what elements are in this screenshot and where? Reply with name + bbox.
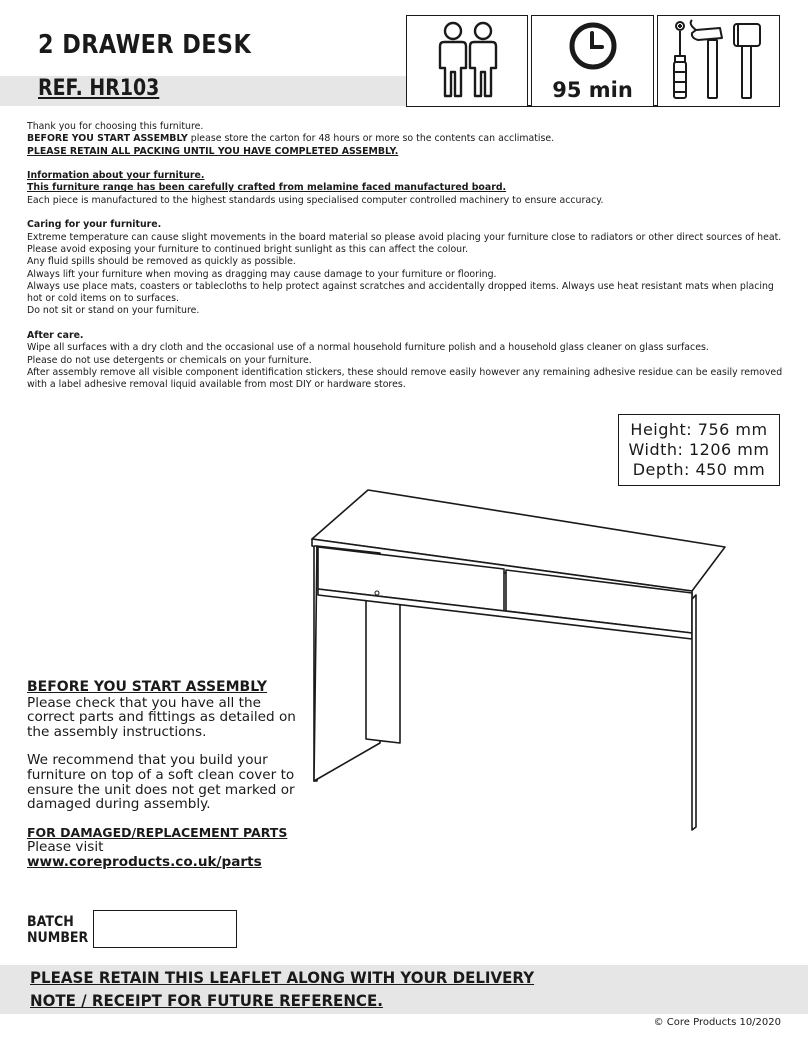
assembly-time-box [531,15,654,107]
info-text: Each piece is manufactured to the highest standards using specialised computer controlled machinery to ensure accuracy. [27,194,604,206]
desk-illustration [300,485,730,835]
after-care-heading: After care. [27,330,84,342]
caring-line: Extreme temperature can cause slight movements in the board material so please avoid placing your furniture close to radiators or other direct sources of heat. [27,231,782,243]
info-subheading: This furniture range has been carefully crafted from melamine faced manufactured board. [27,182,507,194]
before-heading: BEFORE YOU START ASSEMBLY [27,679,268,695]
after-care-line: Wipe all surfaces with a dry cloth and the occasional use of a normal household furniture polish and a household glass cleaner on glass surfaces. [27,342,709,354]
copyright: © Core Products 10/2020 [653,1017,781,1028]
parts-link[interactable]: www.coreproducts.co.uk/parts [27,853,262,870]
check-parts-text: Please check that you have all the correct parts and fittings as detailed on the assembly instructions. [27,694,296,740]
caring-line: Any fluid spills should be removed as quickly as possible. [27,256,296,268]
two-people-icon [407,16,526,105]
batch-number-field [93,910,237,948]
thank-you-line: Thank you for choosing this furniture. [27,121,204,132]
retain-leaflet-notice: PLEASE RETAIN THIS LEAFLET ALONG WITH YOUR DELIVERY NOTE / RECEIPT FOR FUTURE REFERENCE. [30,968,535,1010]
caring-line: Do not sit or stand on your furniture. [27,305,200,317]
please-visit-text: Please visit [27,839,104,856]
caring-heading: Caring for your furniture. [27,219,162,231]
caring-line: Always use place mats, coasters or tablecloths to help protect against scratches and accidentally dropped items. Always use heat resistant mats when placing hot or cold items on to surfaces. [27,280,774,305]
after-care-line: Please do not use detergents or chemicals on your furniture. [27,354,312,366]
tools-required-box [657,15,780,107]
caring-line: Always lift your furniture when moving as dragging may cause damage to your furniture or flooring. [27,268,497,280]
depth-dimension: Depth: 450 mm [632,460,766,479]
caring-line: Please avoid exposing your furniture to continued bright sunlight as this can affect the colour. [27,243,469,255]
retain-packing-line: PLEASE RETAIN ALL PACKING UNTIL YOU HAVE COMPLETED ASSEMBLY. [27,145,399,157]
info-heading: Information about your furniture. [27,170,205,182]
width-dimension: Width: 1206 mm [628,440,770,459]
tools-icon [658,16,778,105]
after-care-line: After assembly remove all visible component identification stickers, these should remove easily however any remaining adhesive residue can be easily removed with a label adhesive removal liquid available from most DIY or hardware stores. [27,366,783,391]
soft-cover-text: We recommend that you build your furniture on top of a soft clean cover to ensure the unit does not get marked or damaged during assembly. [27,752,295,813]
dimensions-box [618,414,780,486]
reference-number: REF. HR103 [38,76,160,101]
before-you-start-section [27,680,297,870]
damaged-parts-heading: FOR DAMAGED/REPLACEMENT PARTS [27,824,288,840]
acclimatise-line: BEFORE YOU START ASSEMBLY please store the carton for 48 hours or more so the contents can acclimatise. [27,133,555,145]
intro-text [27,121,787,392]
assembly-time: 95 min [552,78,633,102]
two-person-assembly-box [406,15,528,107]
height-dimension: Height: 756 mm [630,420,768,439]
clock-icon [532,18,652,78]
batch-number-label: BATCH NUMBER [27,914,89,946]
page-title: 2 DRAWER DESK [38,30,252,60]
